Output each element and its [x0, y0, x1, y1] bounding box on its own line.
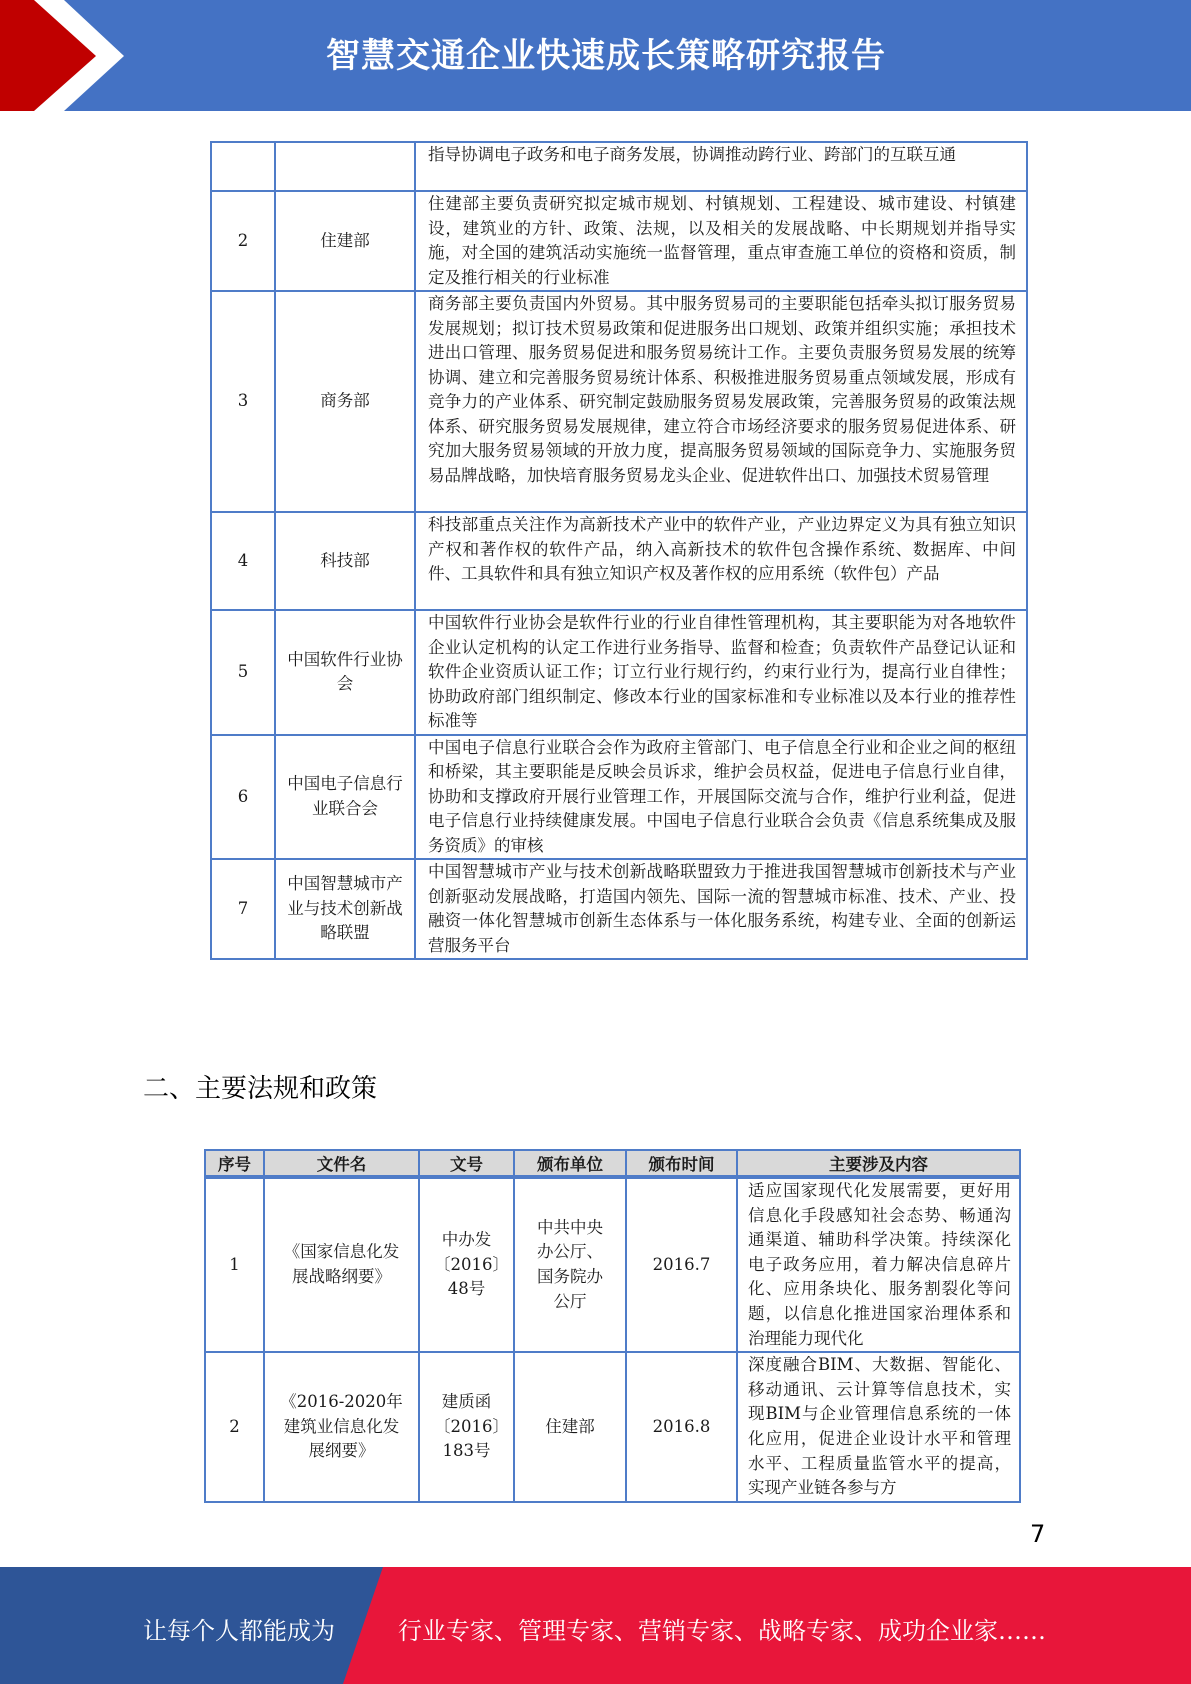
org-description: 中国软件行业协会是软件行业的行业自律性管理机构，其主要职能为对各地软件企业认定机构的认定工作进行业务指导、监督和检查；负责软件产品登记认证和软件企业资质认证工作；订立行业行规行约，约束行业行为，提高行业自律性；协助政府部门组织制定、修改本行业的国家标准和专业标准以及本行业的推荐性标准等	[415, 610, 1027, 735]
document-name: 《国家信息化发展战略纲要》	[264, 1177, 419, 1352]
org-description: 科技部重点关注作为高新技术产业中的软件产业，产业边界定义为具有独立知识产权和著作权的软件产品，纳入高新技术的软件包含操作系统、数据库、中间件、工具软件和具有独立知识产权及著作权的应用系统（软件包）产品	[415, 512, 1027, 610]
table-row	[205, 1352, 1020, 1502]
column-header-issuer: 颁布单位	[514, 1150, 626, 1177]
table-row	[205, 1177, 1020, 1352]
page-number: 7	[1030, 1520, 1046, 1548]
issue-date: 2016.8	[626, 1352, 737, 1502]
table-row	[211, 191, 1027, 291]
org-name: 住建部	[275, 191, 415, 291]
section-title: 二、主要法规和政策	[143, 1074, 378, 1104]
org-description: 指导协调电子政务和电子商务发展，协调推动跨行业、跨部门的互联互通	[415, 142, 1027, 191]
table-row	[211, 142, 1027, 191]
document-number: 中办发〔2016〕48号	[419, 1177, 514, 1352]
footer-slogan-right: 行业专家、管理专家、营销专家、战略专家、成功企业家……	[398, 1617, 1046, 1645]
page-header	[0, 0, 1191, 111]
column-header-name: 文件名	[264, 1150, 419, 1177]
row-number: 4	[211, 512, 275, 610]
row-number: 2	[211, 191, 275, 291]
row-number: 7	[211, 859, 275, 959]
org-name: 商务部	[275, 291, 415, 512]
row-number	[211, 142, 275, 191]
table-row	[211, 610, 1027, 735]
row-number: 2	[205, 1352, 264, 1502]
column-header-doc-no: 文号	[419, 1150, 514, 1177]
row-number: 3	[211, 291, 275, 512]
row-number: 1	[205, 1177, 264, 1352]
org-name: 中国电子信息行业联合会	[275, 735, 415, 860]
org-description: 住建部主要负责研究拟定城市规划、村镇规划、工程建设、城市建设、村镇建设，建筑业的方针、政策、法规，以及相关的发展战略、中长期规划并指导实施，对全国的建筑活动实施统一监督管理，重点审查施工单位的资格和资质，制定及推行相关的行业标准	[415, 191, 1027, 291]
content: 适应国家现代化发展需要，更好用信息化手段感知社会态势、畅通沟通渠道、辅助科学决策。持续深化电子政务应用，着力解决信息碎片化、应用条块化、服务割裂化等问题，以信息化推进国家治理体系和治理能力现代化	[737, 1177, 1020, 1352]
issuer: 中共中央办公厅、国务院办公厅	[514, 1177, 626, 1352]
org-name: 中国智慧城市产业与技术创新战略联盟	[275, 859, 415, 959]
org-description: 中国智慧城市产业与技术创新战略联盟致力于推进我国智慧城市创新技术与产业创新驱动发展战略，打造国内领先、国际一流的智慧城市标准、技术、产业、投融资一体化智慧城市创新生态体系与一体化服务系统，构建专业、全面的创新运营服务平台	[415, 859, 1027, 959]
org-name: 科技部	[275, 512, 415, 610]
column-header-date: 颁布时间	[626, 1150, 737, 1177]
issuer: 住建部	[514, 1352, 626, 1502]
policy-table	[204, 1149, 1021, 1503]
document-name: 《2016-2020年建筑业信息化发展纲要》	[264, 1352, 419, 1502]
column-header-number: 序号	[205, 1150, 264, 1177]
org-description: 商务部主要负责国内外贸易。其中服务贸易司的主要职能包括牵头拟订服务贸易发展规划；拟订技术贸易政策和促进服务出口规划、政策并组织实施；承担技术进出口管理、服务贸易促进和服务贸易统计工作。主要负责服务贸易发展的统筹协调、建立和完善服务贸易统计体系、积极推进服务贸易重点领域发展，形成有竞争力的产业体系、研究制定鼓励服务贸易发展政策，完善服务贸易的政策法规体系、研究服务贸易发展规律，建立符合市场经济要求的服务贸易促进体系、研究加大服务贸易领域的开放力度，提高服务贸易领域的国际竞争力、实施服务贸易品牌战略，加快培育服务贸易龙头企业、促进软件出口、加强技术贸易管理	[415, 291, 1027, 512]
org-name	[275, 142, 415, 191]
table-row	[211, 291, 1027, 512]
page-footer	[0, 1567, 1191, 1684]
footer-slogan-left: 让每个人都能成为	[143, 1617, 335, 1645]
document-number: 建质函〔2016〕183号	[419, 1352, 514, 1502]
table-row	[211, 512, 1027, 610]
table-row	[211, 859, 1027, 959]
column-header-content: 主要涉及内容	[737, 1150, 1020, 1177]
header-title: 智慧交通企业快速成长策略研究报告	[326, 36, 886, 76]
content: 深度融合BIM、大数据、智能化、移动通讯、云计算等信息技术，实现BIM与企业管理信息系统的一体化应用，促进企业设计水平和管理水平、工程质量监管水平的提高，实现产业链各参与方	[737, 1352, 1020, 1502]
org-description: 中国电子信息行业联合会作为政府主管部门、电子信息全行业和企业之间的枢纽和桥梁，其主要职能是反映会员诉求，维护会员权益，促进电子信息行业自律，协助和支撑政府开展行业管理工作，开展国际交流与合作，维护行业利益，促进电子信息行业持续健康发展。中国电子信息行业联合会负责《信息系统集成及服务资质》的审核	[415, 735, 1027, 860]
row-number: 5	[211, 610, 275, 735]
issue-date: 2016.7	[626, 1177, 737, 1352]
org-name: 中国软件行业协会	[275, 610, 415, 735]
table-row	[211, 735, 1027, 860]
row-number: 6	[211, 735, 275, 860]
table-header-row	[205, 1150, 1020, 1177]
organization-table	[210, 141, 1028, 960]
